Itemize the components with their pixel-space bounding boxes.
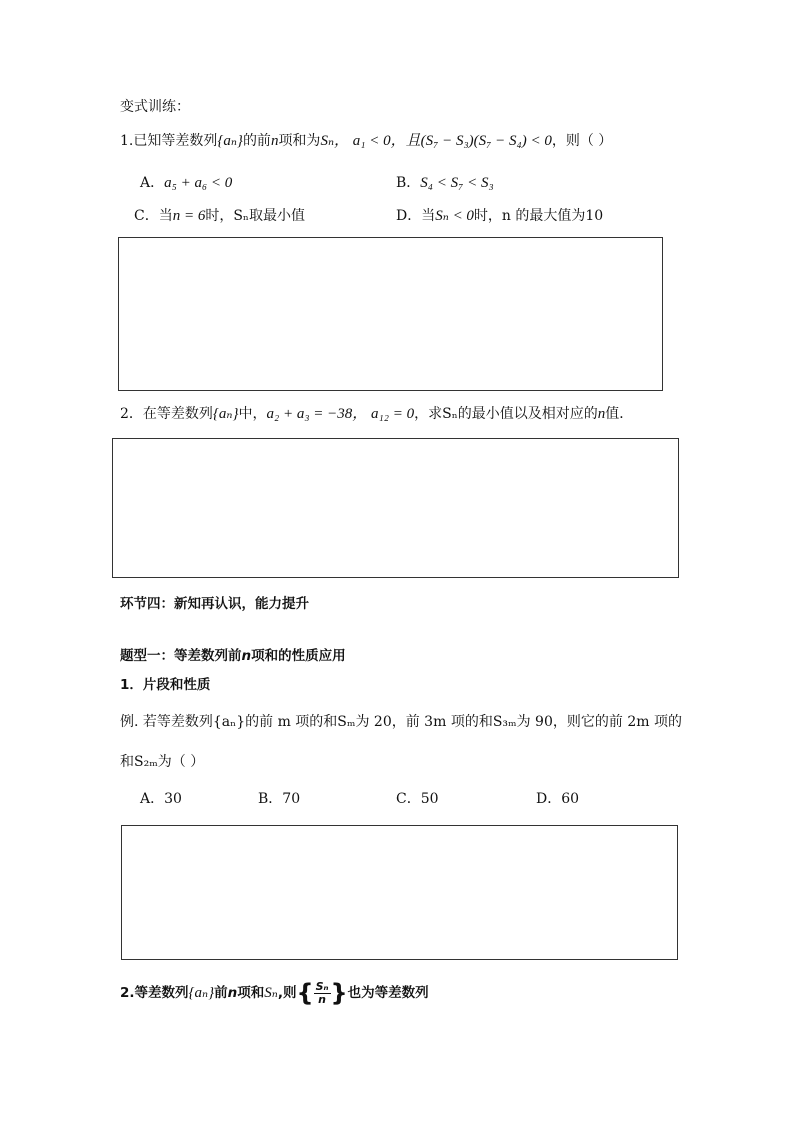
- q1-option-c-text: 时，Sₙ取最小值: [205, 208, 305, 224]
- q1-option-a-text: a₅ + a₆ < 0: [164, 175, 233, 191]
- example-option-c: C．50: [396, 791, 439, 807]
- q1-option-d: [396, 206, 603, 226]
- answer-box-q1[interactable]: [118, 237, 663, 391]
- q1-prefix: 1.已知等差数列: [120, 133, 218, 149]
- q2-end: ，求Sₙ的最小值以及相对应的: [414, 406, 598, 422]
- right-brace: }: [330, 979, 348, 1007]
- q1-option-d-label: D．当: [396, 208, 436, 224]
- type-1-title-n: n: [241, 648, 252, 664]
- q1-option-d-text: 时，n 的最大值为10: [473, 208, 604, 224]
- q1-sequence: {aₙ}: [217, 133, 243, 149]
- q1-option-b-label: B．: [396, 175, 421, 191]
- answer-box-q2[interactable]: [112, 438, 679, 578]
- sub2-sn: Sₙ: [264, 985, 278, 1001]
- subsection-1-title: 1．片段和性质: [120, 677, 211, 693]
- sub2-sequence: {aₙ}: [188, 985, 215, 1001]
- example-line-1: 例. 若等差数列{aₙ}的前 m 项的和Sₘ为 20，前 3m 项的和S₃ₘ为 90，则它的前 2m 项的: [120, 714, 682, 730]
- sub2-n: n: [227, 985, 238, 1001]
- example-option-a: A．30: [140, 791, 182, 807]
- q1-option-d-math: Sₙ < 0: [435, 208, 474, 224]
- example-option-d: D．60: [536, 791, 580, 807]
- q1-sn: Sₙ: [320, 133, 335, 149]
- q1-option-b: [396, 173, 494, 193]
- example-option-b: B．70: [258, 791, 301, 807]
- fraction-numerator: Sₙ: [315, 979, 329, 993]
- type-1-title: [120, 646, 346, 666]
- sub2-prefix: 2.等差数列: [120, 985, 189, 1001]
- question-2-stem: [120, 404, 633, 424]
- q1-cond1: ， a₁ < 0: [334, 133, 391, 149]
- sub2-mid2: 项和: [237, 985, 265, 1001]
- q2-tail: 值．: [605, 406, 634, 422]
- example-line-2: 和S₂ₘ为（ ）: [120, 754, 205, 770]
- answer-box-example[interactable]: [121, 825, 678, 960]
- q2-cond2: ， a₁₂ = 0: [352, 406, 415, 422]
- q1-option-c: [134, 206, 305, 226]
- left-brace: {: [296, 979, 314, 1007]
- section-intro: 变式训练：: [120, 99, 190, 115]
- subsection-2-title: [120, 980, 429, 1006]
- sn-over-n-fraction: [314, 981, 331, 1006]
- q1-option-a: [140, 173, 232, 193]
- sub2-mid: 前: [214, 985, 228, 1001]
- q2-prefix: 2．在等差数列: [120, 406, 213, 422]
- q1-n: n: [270, 133, 279, 149]
- q1-option-a-label: A．: [140, 175, 165, 191]
- sub2-comma: ,则: [277, 985, 297, 1001]
- sub2-tail: 也为等差数列: [347, 985, 429, 1001]
- q2-mid: 中，: [238, 406, 267, 422]
- q2-sequence: {aₙ}: [212, 406, 239, 422]
- q1-option-c-math: n = 6: [172, 208, 206, 224]
- q1-option-c-label: C．当: [134, 208, 173, 224]
- q1-mid2: 项和为: [278, 133, 321, 149]
- q1-end: ，则（ ）: [551, 133, 613, 149]
- question-1-stem: [120, 131, 612, 151]
- section-4-title: 环节四：新知再认识，能力提升: [120, 596, 309, 612]
- type-1-title-tail: 项和的性质应用: [251, 648, 346, 664]
- q1-cond2: ，且(S₇ − S₃)(S₇ − S₄) < 0: [390, 133, 552, 149]
- q1-mid: 的前: [242, 133, 271, 149]
- q1-option-b-text: S₄ < S₇ < S₃: [420, 175, 494, 191]
- type-1-title-prefix: 题型一：等差数列前: [120, 648, 242, 664]
- q2-cond1: a₂ + a₃ = −38: [266, 406, 353, 422]
- q2-n: n: [597, 406, 606, 422]
- fraction-denominator: n: [318, 992, 326, 1006]
